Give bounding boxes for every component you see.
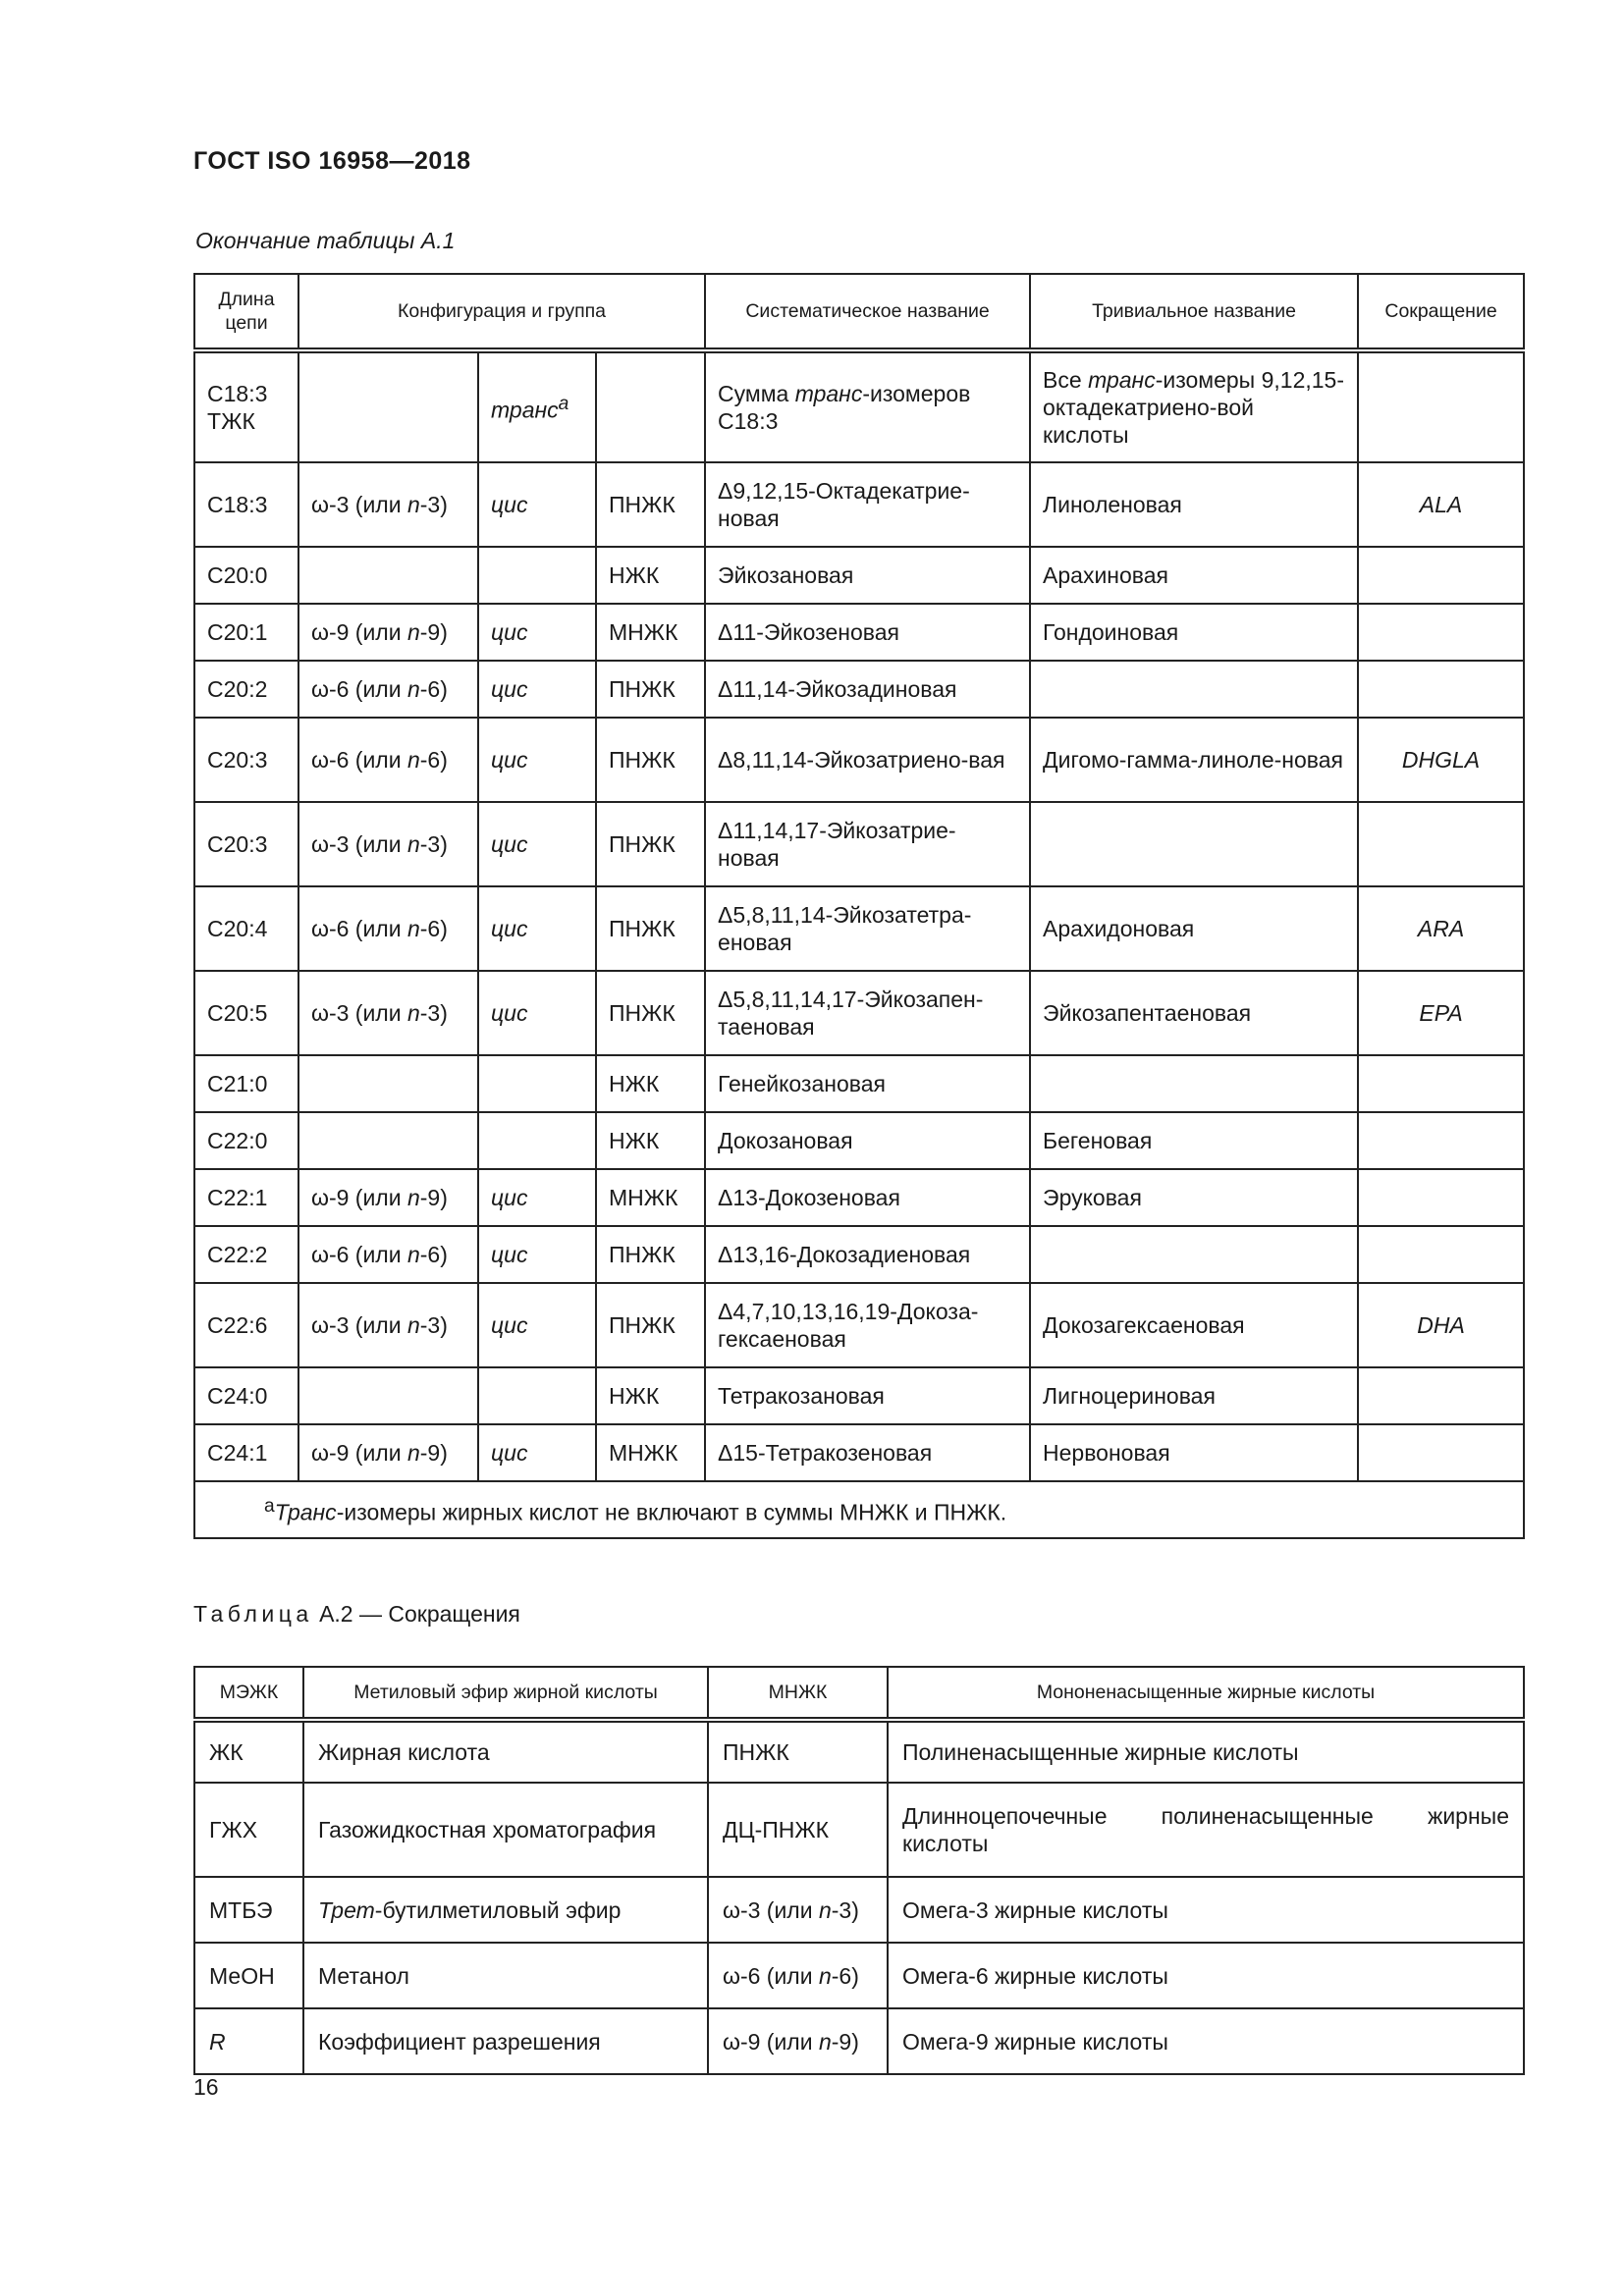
table-row xyxy=(194,886,1524,971)
table-row xyxy=(194,1720,1524,1783)
table-row xyxy=(194,1943,1524,2008)
table-row xyxy=(194,604,1524,661)
chain-cell: С18:3 ТЖК xyxy=(194,350,298,462)
table-row xyxy=(194,718,1524,802)
chain-cell: С20:2 xyxy=(194,661,298,718)
table-row xyxy=(194,1367,1524,1424)
group-cell: ПНЖК xyxy=(596,462,705,547)
systematic-cell: Δ13-Докозеновая xyxy=(705,1169,1030,1226)
abbr-cell xyxy=(1358,547,1524,604)
abbr-cell: ω-3 (или n-3) xyxy=(708,1877,888,1943)
trivial-cell xyxy=(1030,1226,1358,1283)
abbr-cell: DHGLA xyxy=(1358,718,1524,802)
table-a2-header-row xyxy=(194,1667,1524,1720)
meaning-cell: Омега-6 жирные кислоты xyxy=(888,1943,1524,2008)
trivial-cell: Гондоиновая xyxy=(1030,604,1358,661)
systematic-cell: Эйкозановая xyxy=(705,547,1030,604)
cis-cell: цис xyxy=(478,1283,596,1367)
group-cell: НЖК xyxy=(596,547,705,604)
group-cell: ПНЖК xyxy=(596,718,705,802)
omega-cell: ω-6 (или n-6) xyxy=(298,661,478,718)
abbr-cell: DHA xyxy=(1358,1283,1524,1367)
abbr-cell xyxy=(1358,1367,1524,1424)
chain-cell: С20:5 xyxy=(194,971,298,1055)
abbr-cell: ЖК xyxy=(194,1720,303,1783)
cis-cell xyxy=(478,1112,596,1169)
group-cell: НЖК xyxy=(596,1055,705,1112)
table-row xyxy=(194,802,1524,886)
omega-cell: ω-3 (или n-3) xyxy=(298,971,478,1055)
page-number: 16 xyxy=(193,2074,219,2100)
group-cell: МНЖК xyxy=(596,1169,705,1226)
footnote-row xyxy=(194,1481,1524,1538)
abbr-cell: ГЖХ xyxy=(194,1783,303,1877)
chain-cell: С20:1 xyxy=(194,604,298,661)
group-cell: МНЖК xyxy=(596,1424,705,1481)
systematic-cell: Δ11,14,17-Эйкозатрие-новая xyxy=(705,802,1030,886)
group-cell: НЖК xyxy=(596,1112,705,1169)
table-row xyxy=(194,1226,1524,1283)
omega-cell xyxy=(298,1367,478,1424)
systematic-cell: Тетракозановая xyxy=(705,1367,1030,1424)
abbr-cell xyxy=(1358,604,1524,661)
meaning-cell: Длинноцепочечные полиненасыщенные жирные кислоты xyxy=(888,1783,1524,1877)
footnote-cell: $^a$Транс-изомеры жирных кислот не включают в суммы МНЖК и ПНЖК. xyxy=(194,1481,1524,1538)
table-row xyxy=(194,1424,1524,1481)
table-row xyxy=(194,1877,1524,1943)
omega-cell: ω-3 (или n-3) xyxy=(298,1283,478,1367)
chain-cell: С20:0 xyxy=(194,547,298,604)
table-row xyxy=(194,1055,1524,1112)
chain-cell: С22:2 xyxy=(194,1226,298,1283)
abbr-cell: ω-9 (или n-9) xyxy=(708,2008,888,2074)
trivial-cell: Все транс-изомеры 9,12,15-октадекатриено-вой кислоты xyxy=(1030,350,1358,462)
chain-cell: С18:3 xyxy=(194,462,298,547)
systematic-cell: Генейкозановая xyxy=(705,1055,1030,1112)
cis-cell: цис xyxy=(478,1424,596,1481)
table-a2 xyxy=(193,1666,1525,2075)
table-a1-header-row xyxy=(194,274,1524,350)
trivial-cell xyxy=(1030,661,1358,718)
group-cell xyxy=(596,350,705,462)
omega-cell: ω-6 (или n-6) xyxy=(298,718,478,802)
cis-cell: цис xyxy=(478,886,596,971)
abbr-cell xyxy=(1358,1424,1524,1481)
table-row xyxy=(194,1112,1524,1169)
cis-cell xyxy=(478,547,596,604)
cis-cell: цис xyxy=(478,604,596,661)
abbr-cell: ПНЖК xyxy=(708,1720,888,1783)
trivial-cell: Эйкозапентаеновая xyxy=(1030,971,1358,1055)
systematic-cell: Δ5,8,11,14,17-Эйкозапен-таеновая xyxy=(705,971,1030,1055)
trivial-cell: Бегеновая xyxy=(1030,1112,1358,1169)
table-a2-caption: Таблица А.2 — Сокращения xyxy=(193,1601,520,1627)
systematic-cell: Δ9,12,15-Октадекатрие-новая xyxy=(705,462,1030,547)
chain-cell: С24:1 xyxy=(194,1424,298,1481)
chain-cell: С22:1 xyxy=(194,1169,298,1226)
table-row xyxy=(194,2008,1524,2074)
omega-cell: ω-6 (или n-6) xyxy=(298,886,478,971)
trivial-cell: Нервоновая xyxy=(1030,1424,1358,1481)
systematic-cell: Δ15-Тетракозеновая xyxy=(705,1424,1030,1481)
systematic-cell: Δ8,11,14-Эйкозатриено-вая xyxy=(705,718,1030,802)
omega-cell: ω-3 (или n-3) xyxy=(298,462,478,547)
chain-cell: С24:0 xyxy=(194,1367,298,1424)
cis-cell xyxy=(478,1055,596,1112)
table-row xyxy=(194,462,1524,547)
document-header: ГОСТ ISO 16958—2018 xyxy=(193,147,471,175)
group-cell: ПНЖК xyxy=(596,802,705,886)
cis-cell xyxy=(478,1367,596,1424)
abbr-cell xyxy=(1358,1226,1524,1283)
abbr-cell xyxy=(1358,1112,1524,1169)
group-cell: МНЖК xyxy=(596,604,705,661)
meaning-cell: Газожидкостная хроматография xyxy=(303,1783,708,1877)
omega-cell: ω-6 (или n-6) xyxy=(298,1226,478,1283)
meaning-cell: Омега-9 жирные кислоты xyxy=(888,2008,1524,2074)
systematic-cell: Δ11-Эйкозеновая xyxy=(705,604,1030,661)
systematic-cell: Δ5,8,11,14-Эйкозатетра-еновая xyxy=(705,886,1030,971)
meaning-cell: Жирная кислота xyxy=(303,1720,708,1783)
trivial-cell xyxy=(1030,1055,1358,1112)
systematic-cell: Δ13,16-Докозадиеновая xyxy=(705,1226,1030,1283)
trivial-cell xyxy=(1030,802,1358,886)
cis-trans-cell: транс$^a$ xyxy=(478,350,596,462)
meaning-cell: Метанол xyxy=(303,1943,708,2008)
group-cell: ПНЖК xyxy=(596,1283,705,1367)
footnote-marker: a xyxy=(558,394,569,415)
omega-cell xyxy=(298,1055,478,1112)
table-a1-caption: Окончание таблицы А.1 xyxy=(195,228,456,253)
cis-cell: цис xyxy=(478,971,596,1055)
trivial-cell: Эруковая xyxy=(1030,1169,1358,1226)
trivial-cell: Арахидоновая xyxy=(1030,886,1358,971)
chain-cell: С22:6 xyxy=(194,1283,298,1367)
cis-cell: цис xyxy=(478,661,596,718)
omega-cell: ω-9 (или n-9) xyxy=(298,1169,478,1226)
header-cell: Метиловый эфир жирной кислоты xyxy=(303,1667,708,1720)
meaning-cell: Коэффициент разрешения xyxy=(303,2008,708,2074)
group-cell: НЖК xyxy=(596,1367,705,1424)
abbr-cell xyxy=(1358,802,1524,886)
group-cell: ПНЖК xyxy=(596,1226,705,1283)
table-row xyxy=(194,1783,1524,1877)
omega-cell xyxy=(298,1112,478,1169)
omega-cell: ω-9 (или n-9) xyxy=(298,604,478,661)
table-row xyxy=(194,1169,1524,1226)
omega-cell: ω-9 (или n-9) xyxy=(298,1424,478,1481)
table-row xyxy=(194,547,1524,604)
trivial-cell: Линоленовая xyxy=(1030,462,1358,547)
abbr-cell: МТБЭ xyxy=(194,1877,303,1943)
meaning-cell: Трет-бутилметиловый эфир xyxy=(303,1877,708,1943)
abbr-cell: EPA xyxy=(1358,971,1524,1055)
omega-cell xyxy=(298,350,478,462)
table-a1 xyxy=(193,273,1525,1539)
cis-cell: цис xyxy=(478,802,596,886)
cis-cell: цис xyxy=(478,462,596,547)
omega-cell: ω-3 (или n-3) xyxy=(298,802,478,886)
trivial-cell: Лигноцериновая xyxy=(1030,1367,1358,1424)
group-cell: ПНЖК xyxy=(596,886,705,971)
chain-cell: С20:3 xyxy=(194,802,298,886)
header-systematic: Систематическое название xyxy=(705,274,1030,350)
header-cell: МЭЖК xyxy=(194,1667,303,1720)
table-row xyxy=(194,1283,1524,1367)
systematic-cell: Δ11,14-Эйкозадиновая xyxy=(705,661,1030,718)
chain-cell: С20:3 xyxy=(194,718,298,802)
abbr-cell: ДЦ-ПНЖК xyxy=(708,1783,888,1877)
abbr-cell xyxy=(1358,1055,1524,1112)
header-config: Конфигурация и группа xyxy=(298,274,705,350)
meaning-cell: Полиненасыщенные жирные кислоты xyxy=(888,1720,1524,1783)
cis-cell: цис xyxy=(478,1226,596,1283)
chain-cell: С22:0 xyxy=(194,1112,298,1169)
abbr-cell: МеОН xyxy=(194,1943,303,2008)
abbr-cell xyxy=(1358,661,1524,718)
group-cell: ПНЖК xyxy=(596,971,705,1055)
abbr-cell xyxy=(1358,350,1524,462)
omega-cell xyxy=(298,547,478,604)
abbr-cell: ω-6 (или n-6) xyxy=(708,1943,888,2008)
abbr-cell: ALA xyxy=(1358,462,1524,547)
trivial-cell: Арахиновая xyxy=(1030,547,1358,604)
header-cell: Мононенасыщенные жирные кислоты xyxy=(888,1667,1524,1720)
header-chain: Длина цепи xyxy=(194,274,298,350)
abbr-cell: ARA xyxy=(1358,886,1524,971)
header-abbr: Сокращение xyxy=(1358,274,1524,350)
trivial-cell: Дигомо-гамма-линоле-новая xyxy=(1030,718,1358,802)
abbr-cell xyxy=(1358,1169,1524,1226)
header-cell: МНЖК xyxy=(708,1667,888,1720)
table-row xyxy=(194,350,1524,462)
table-row xyxy=(194,971,1524,1055)
trivial-cell: Докозагексаеновая xyxy=(1030,1283,1358,1367)
cis-cell: цис xyxy=(478,718,596,802)
group-cell: ПНЖК xyxy=(596,661,705,718)
table-row xyxy=(194,661,1524,718)
abbr-cell: R xyxy=(194,2008,303,2074)
chain-cell: С20:4 xyxy=(194,886,298,971)
cis-cell: цис xyxy=(478,1169,596,1226)
header-trivial: Тривиальное название xyxy=(1030,274,1358,350)
chain-cell: С21:0 xyxy=(194,1055,298,1112)
systematic-cell: Δ4,7,10,13,16,19-Докоза-гексаеновая xyxy=(705,1283,1030,1367)
meaning-cell: Омега-3 жирные кислоты xyxy=(888,1877,1524,1943)
systematic-cell: Докозановая xyxy=(705,1112,1030,1169)
systematic-cell: Сумма транс-изомеров С18:3 xyxy=(705,350,1030,462)
